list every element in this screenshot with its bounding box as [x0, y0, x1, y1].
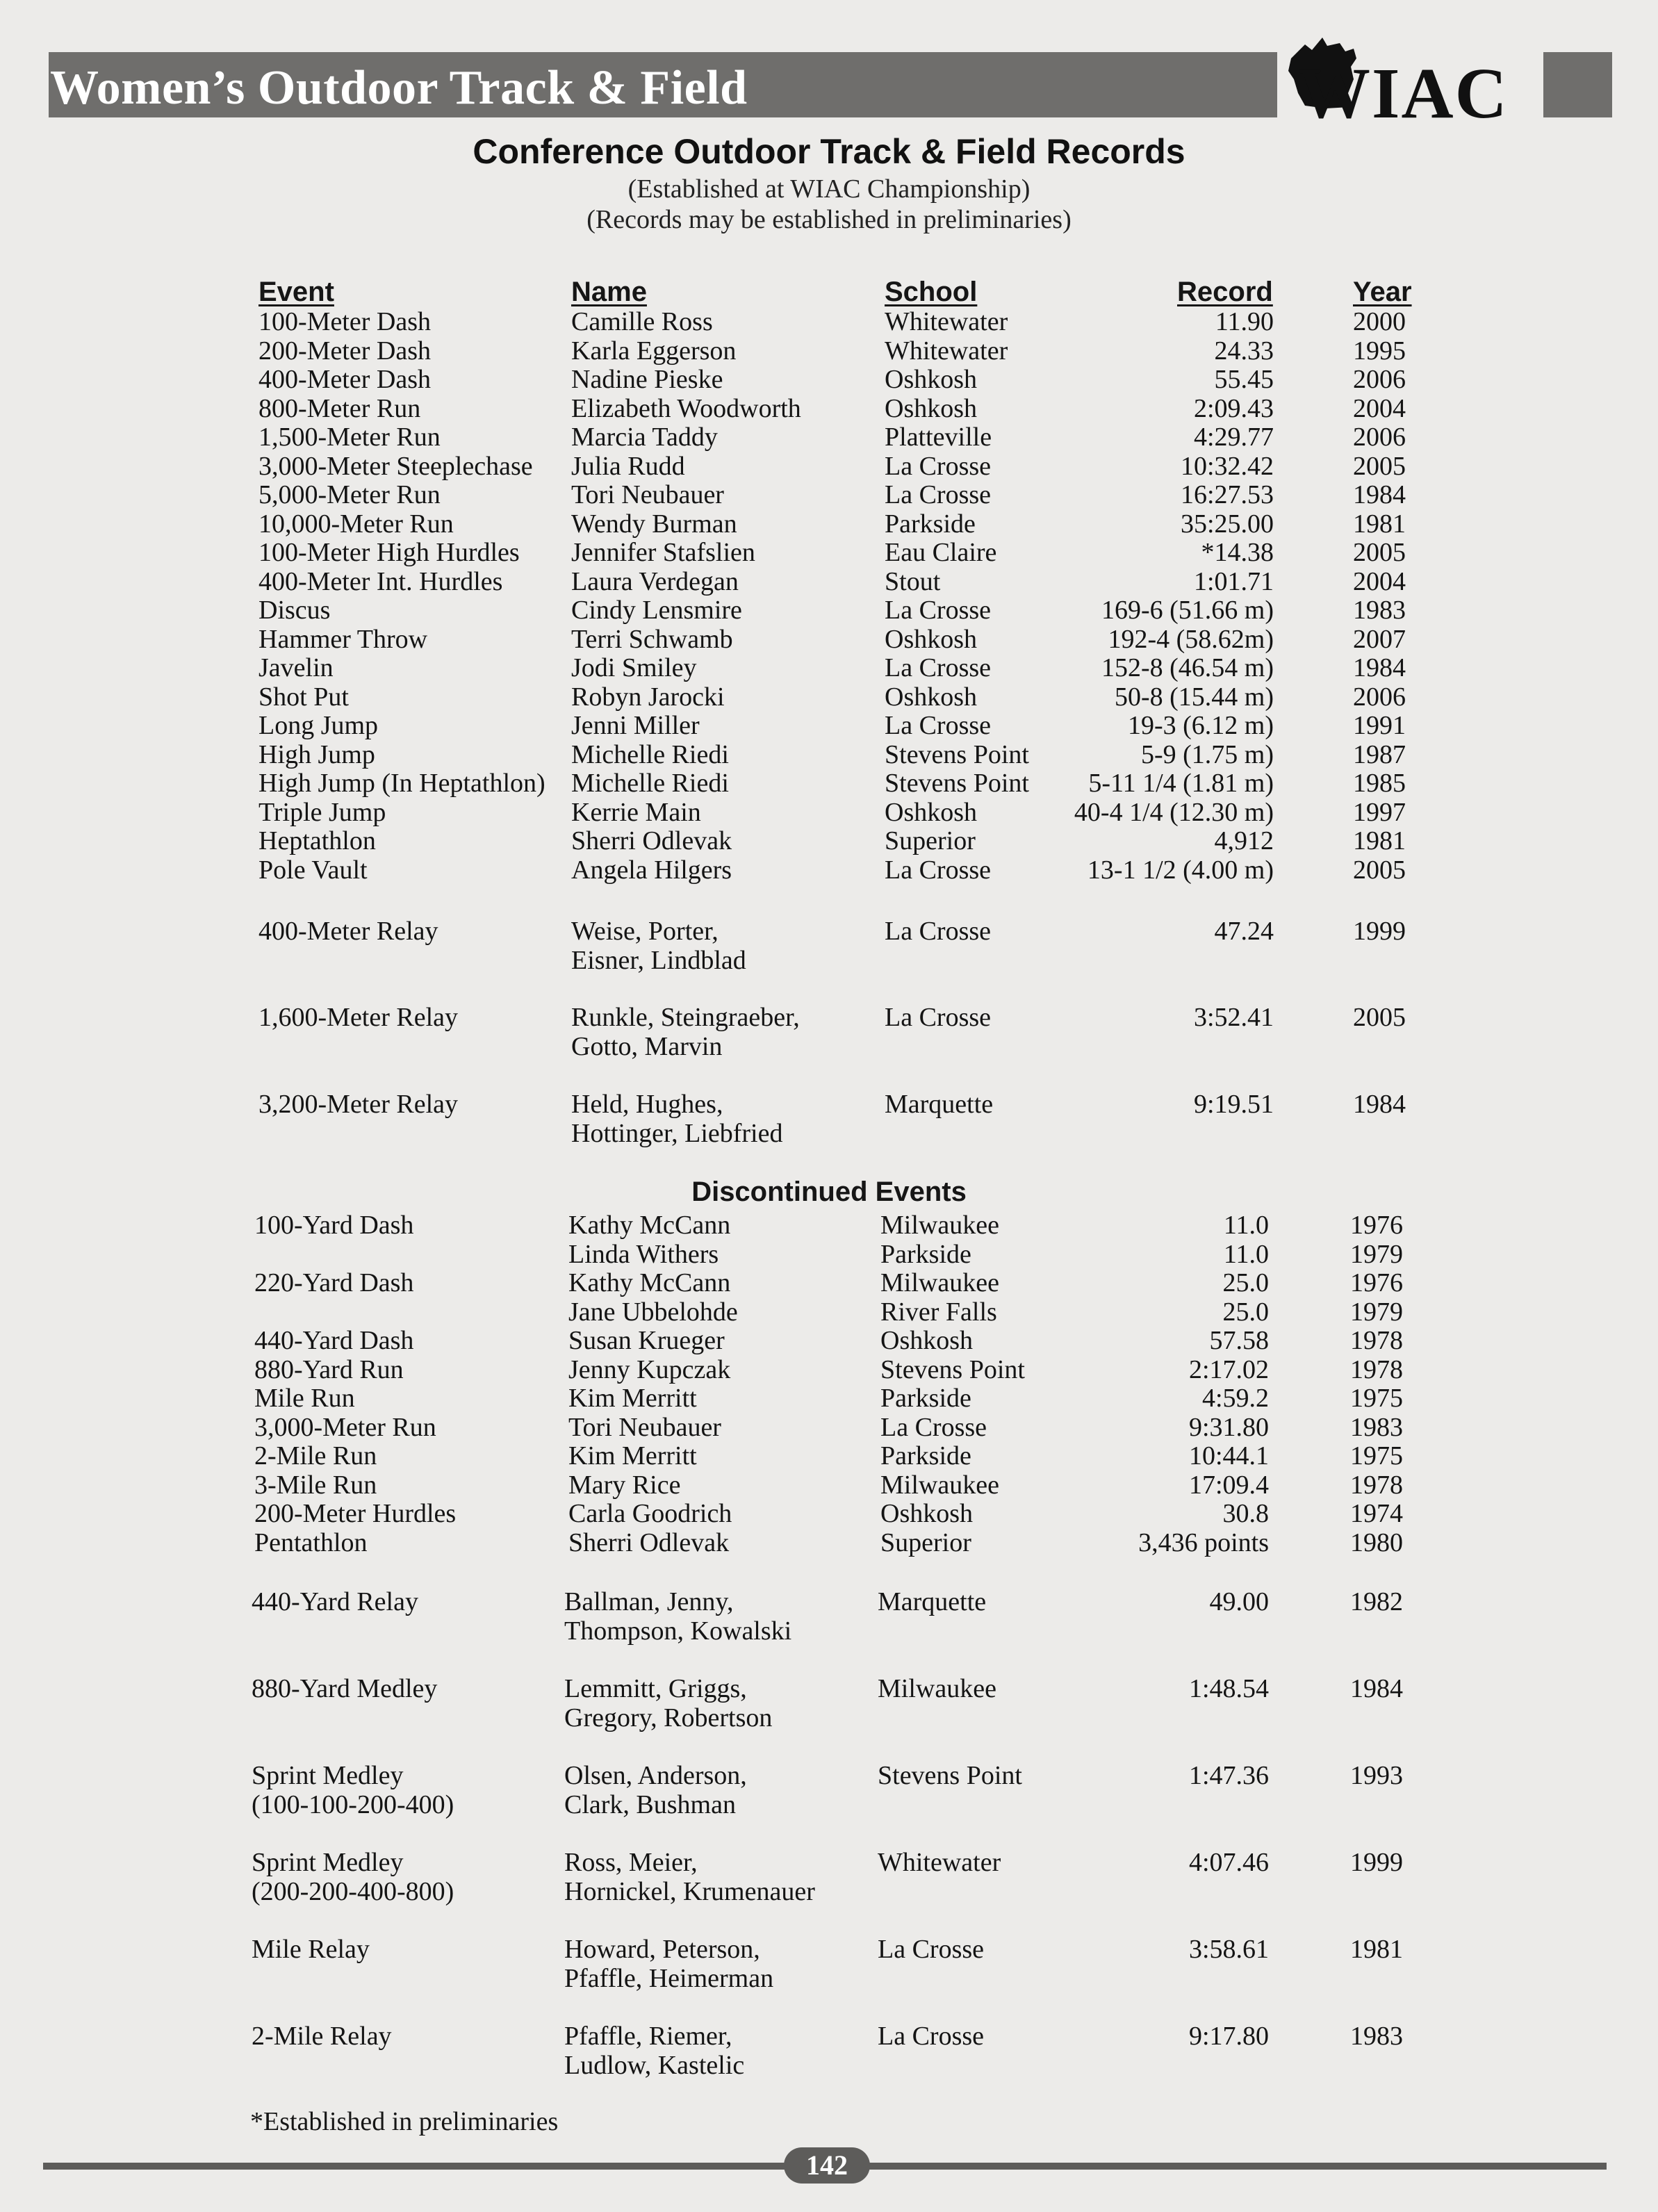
- relay-name-line1: Runkle, Steingraeber,: [571, 1003, 800, 1032]
- discontinued-mark: 25.0: [1222, 1297, 1269, 1327]
- record-event: 100-Meter Dash: [258, 307, 431, 336]
- discontinued-mark: 2:17.02: [1188, 1354, 1269, 1384]
- discontinued-name: Kathy McCann: [568, 1268, 731, 1297]
- record-name: Marcia Taddy: [571, 423, 718, 452]
- discontinued-event: Mile Run: [254, 1384, 355, 1413]
- record-event: 1,500-Meter Run: [258, 423, 441, 452]
- discontinued-year: 1983: [1350, 1412, 1403, 1442]
- record-mark: 16:27.53: [1180, 480, 1274, 509]
- record-school: La Crosse: [885, 653, 992, 682]
- discontinued-year: 1975: [1350, 1384, 1403, 1413]
- discontinued-event: 2-Mile Run: [254, 1441, 377, 1470]
- record-name: Karla Eggerson: [571, 336, 737, 366]
- discontinued-name: Jenny Kupczak: [568, 1354, 731, 1384]
- record-school: La Crosse: [885, 711, 992, 740]
- discontinued-relay-mark: 1:47.36: [1188, 1761, 1269, 1790]
- record-year: 2004: [1353, 566, 1406, 596]
- record-school: La Crosse: [885, 480, 992, 509]
- discontinued-school: River Falls: [880, 1297, 997, 1327]
- discontinued-school: Superior: [880, 1527, 971, 1557]
- record-school: Parkside: [885, 509, 976, 539]
- record-event: Discus: [258, 596, 331, 625]
- discontinued-event: 3,000-Meter Run: [254, 1412, 436, 1442]
- discontinued-name: Carla Goodrich: [568, 1499, 732, 1528]
- record-mark: 55.45: [1214, 365, 1274, 394]
- record-event: Shot Put: [258, 682, 349, 712]
- discontinued-relay-name-line1: Pfaffle, Riemer,: [564, 2022, 732, 2051]
- record-mark: 10:32.42: [1180, 451, 1274, 481]
- column-header-record: Record: [1177, 277, 1273, 307]
- discontinued-relay-name-line1: Lemmitt, Griggs,: [564, 1674, 747, 1703]
- discontinued-relay-name-line2: Pfaffle, Heimerman: [564, 1963, 774, 1993]
- record-school: La Crosse: [885, 451, 992, 481]
- record-name: Camille Ross: [571, 307, 713, 336]
- relay-school: La Crosse: [885, 917, 992, 946]
- page-title: Conference Outdoor Track & Field Records: [473, 132, 1185, 171]
- record-mark: 152-8 (46.54 m): [1101, 653, 1274, 682]
- discontinued-relay-mark: 3:58.61: [1188, 1935, 1269, 1964]
- wiac-logo: [1277, 31, 1543, 135]
- discontinued-name: Kim Merritt: [568, 1441, 697, 1470]
- relay-year: 1984: [1353, 1090, 1406, 1119]
- record-year: 1984: [1353, 653, 1406, 682]
- discontinued-mark: 10:44.1: [1188, 1441, 1269, 1470]
- discontinued-relay-year: 1984: [1350, 1674, 1403, 1703]
- discontinued-relay-name-line2: Thompson, Kowalski: [564, 1616, 792, 1646]
- discontinued-relay-mark: 9:17.80: [1188, 2022, 1269, 2051]
- discontinued-relay-year: 1983: [1350, 2022, 1403, 2051]
- record-event: 100-Meter High Hurdles: [258, 538, 520, 567]
- record-name: Laura Verdegan: [571, 566, 739, 596]
- record-name: Michelle Riedi: [571, 769, 729, 798]
- record-year: 2005: [1353, 538, 1406, 567]
- record-mark: 19-3 (6.12 m): [1127, 711, 1274, 740]
- record-mark: 11.90: [1215, 307, 1274, 336]
- record-name: Terri Schwamb: [571, 624, 733, 654]
- record-year: 2006: [1353, 682, 1406, 712]
- record-school: Oshkosh: [885, 797, 978, 827]
- discontinued-relay-event: Sprint Medley: [252, 1761, 404, 1790]
- record-event: Hammer Throw: [258, 624, 428, 654]
- discontinued-year: 1979: [1350, 1239, 1403, 1269]
- relay-school: Marquette: [885, 1090, 994, 1119]
- relay-name-line2: Eisner, Lindblad: [571, 945, 746, 975]
- discontinued-relay-school: La Crosse: [878, 1935, 985, 1964]
- discontinued-year: 1978: [1350, 1326, 1403, 1355]
- record-event: Pole Vault: [258, 855, 368, 885]
- discontinued-name: Susan Krueger: [568, 1326, 725, 1355]
- discontinued-relay-event: 880-Yard Medley: [252, 1674, 438, 1703]
- discontinued-event: 200-Meter Hurdles: [254, 1499, 457, 1528]
- discontinued-relay-school: Milwaukee: [878, 1674, 996, 1703]
- discontinued-relay-name-line2: Clark, Bushman: [564, 1789, 736, 1819]
- record-mark: 35:25.00: [1180, 509, 1274, 539]
- discontinued-school: Stevens Point: [880, 1354, 1025, 1384]
- column-header-school: School: [885, 277, 978, 307]
- discontinued-name: Mary Rice: [568, 1470, 681, 1500]
- footnote: *Established in preliminaries: [250, 2107, 559, 2136]
- relay-event: 400-Meter Relay: [258, 917, 438, 946]
- discontinued-relay-event: 440-Yard Relay: [252, 1587, 418, 1616]
- discontinued-relay-event-detail: (200-200-400-800): [252, 1876, 454, 1906]
- discontinued-school: La Crosse: [880, 1412, 987, 1442]
- record-event: High Jump: [258, 739, 375, 769]
- record-school: Platteville: [885, 423, 992, 452]
- discontinued-year: 1976: [1350, 1268, 1403, 1297]
- record-school: Oshkosh: [885, 682, 978, 712]
- record-name: Julia Rudd: [571, 451, 685, 481]
- discontinued-mark: 9:31.80: [1188, 1412, 1269, 1442]
- record-mark: 2:09.43: [1193, 393, 1274, 423]
- record-year: 1987: [1353, 739, 1406, 769]
- record-event: 5,000-Meter Run: [258, 480, 441, 509]
- discontinued-mark: 17:09.4: [1188, 1470, 1269, 1500]
- relay-event: 1,600-Meter Relay: [258, 1003, 459, 1032]
- discontinued-school: Oshkosh: [880, 1326, 974, 1355]
- discontinued-mark: 25.0: [1222, 1268, 1269, 1297]
- record-event: 400-Meter Int. Hurdles: [258, 566, 503, 596]
- discontinued-relay-name-line1: Howard, Peterson,: [564, 1935, 760, 1964]
- discontinued-year: 1979: [1350, 1297, 1403, 1327]
- record-school: Stevens Point: [885, 769, 1029, 798]
- discontinued-event: 220-Yard Dash: [254, 1268, 414, 1297]
- discontinued-relay-year: 1993: [1350, 1761, 1403, 1790]
- record-school: La Crosse: [885, 855, 992, 885]
- discontinued-school: Parkside: [880, 1441, 971, 1470]
- record-year: 2006: [1353, 365, 1406, 394]
- relay-mark: 47.24: [1214, 917, 1274, 946]
- record-school: Oshkosh: [885, 624, 978, 654]
- discontinued-relay-mark: 4:07.46: [1188, 1848, 1269, 1877]
- record-mark: 1:01.71: [1193, 566, 1274, 596]
- record-school: Superior: [885, 826, 976, 855]
- record-name: Kerrie Main: [571, 797, 701, 827]
- record-year: 1981: [1353, 826, 1406, 855]
- record-event: 400-Meter Dash: [258, 365, 431, 394]
- record-name: Tori Neubauer: [571, 480, 724, 509]
- record-mark: 4:29.77: [1193, 423, 1274, 452]
- record-school: La Crosse: [885, 596, 992, 625]
- discontinued-year: 1976: [1350, 1211, 1403, 1240]
- record-mark: 50-8 (15.44 m): [1114, 682, 1274, 712]
- record-mark: 40-4 1/4 (12.30 m): [1074, 797, 1274, 827]
- section-header-title: Women’s Outdoor Track & Field: [50, 61, 748, 115]
- discontinued-year: 1975: [1350, 1441, 1403, 1470]
- subtitle-established: (Established at WIAC Championship): [627, 174, 1031, 204]
- record-school: Whitewater: [885, 307, 1008, 336]
- relay-name-line1: Weise, Porter,: [571, 917, 719, 946]
- record-school: Whitewater: [885, 336, 1008, 366]
- record-year: 2005: [1353, 855, 1406, 885]
- record-name: Elizabeth Woodworth: [571, 393, 801, 423]
- discontinued-relay-year: 1999: [1350, 1848, 1403, 1877]
- discontinued-relay-year: 1982: [1350, 1587, 1403, 1616]
- relay-mark: 3:52.41: [1193, 1003, 1274, 1032]
- record-name: Sherri Odlevak: [571, 826, 732, 855]
- record-event: High Jump (In Heptathlon): [258, 769, 545, 798]
- discontinued-name: Sherri Odlevak: [568, 1527, 730, 1557]
- discontinued-event: Pentathlon: [254, 1527, 368, 1557]
- relay-year: 1999: [1353, 917, 1406, 946]
- discontinued-relay-event: 2-Mile Relay: [252, 2022, 392, 2051]
- record-mark: 5-9 (1.75 m): [1140, 739, 1274, 769]
- relay-name-line2: Hottinger, Liebfried: [571, 1118, 783, 1148]
- record-mark: *14.38: [1201, 538, 1274, 567]
- record-mark: 169-6 (51.66 m): [1101, 596, 1274, 625]
- discontinued-events-title: Discontinued Events: [691, 1177, 967, 1207]
- record-name: Jennifer Stafslien: [571, 538, 755, 567]
- discontinued-name: Tori Neubauer: [568, 1412, 721, 1442]
- relay-year: 2005: [1353, 1003, 1406, 1032]
- discontinued-year: 1978: [1350, 1354, 1403, 1384]
- record-year: 2007: [1353, 624, 1406, 654]
- record-name: Wendy Burman: [571, 509, 737, 539]
- record-year: 1985: [1353, 769, 1406, 798]
- record-event: Long Jump: [258, 711, 379, 740]
- record-name: Jodi Smiley: [571, 653, 697, 682]
- record-name: Robyn Jarocki: [571, 682, 725, 712]
- record-event: 800-Meter Run: [258, 393, 421, 423]
- discontinued-school: Milwaukee: [880, 1470, 999, 1500]
- discontinued-relay-name-line1: Olsen, Anderson,: [564, 1761, 747, 1790]
- relay-mark: 9:19.51: [1193, 1090, 1274, 1119]
- record-name: Cindy Lensmire: [571, 596, 742, 625]
- record-year: 2005: [1353, 451, 1406, 481]
- discontinued-name: Jane Ubbelohde: [568, 1297, 738, 1327]
- relay-name-line1: Held, Hughes,: [571, 1090, 723, 1119]
- discontinued-relay-mark: 1:48.54: [1188, 1674, 1269, 1703]
- record-year: 1981: [1353, 509, 1406, 539]
- discontinued-mark: 30.8: [1222, 1499, 1269, 1528]
- discontinued-name: Linda Withers: [568, 1239, 719, 1269]
- record-school: Stout: [885, 566, 941, 596]
- discontinued-mark: 11.0: [1223, 1239, 1269, 1269]
- discontinued-name: Kathy McCann: [568, 1211, 731, 1240]
- discontinued-relay-event: Mile Relay: [252, 1935, 370, 1964]
- discontinued-name: Kim Merritt: [568, 1384, 697, 1413]
- record-year: 1997: [1353, 797, 1406, 827]
- record-school: Stevens Point: [885, 739, 1029, 769]
- record-year: 2000: [1353, 307, 1406, 336]
- discontinued-relay-year: 1981: [1350, 1935, 1403, 1964]
- record-mark: 5-11 1/4 (1.81 m): [1088, 769, 1274, 798]
- discontinued-mark: 4:59.2: [1201, 1384, 1269, 1413]
- discontinued-year: 1980: [1350, 1527, 1403, 1557]
- discontinued-event: 880-Yard Run: [254, 1354, 404, 1384]
- wiac-logo-text: WIAC: [1298, 54, 1509, 133]
- record-name: Jenni Miller: [571, 711, 700, 740]
- discontinued-school: Parkside: [880, 1384, 971, 1413]
- relay-event: 3,200-Meter Relay: [258, 1090, 459, 1119]
- record-event: 3,000-Meter Steeplechase: [258, 451, 533, 481]
- discontinued-school: Milwaukee: [880, 1268, 999, 1297]
- record-event: 10,000-Meter Run: [258, 509, 454, 539]
- column-header-year: Year: [1353, 277, 1412, 307]
- discontinued-relay-name-line2: Ludlow, Kastelic: [564, 2050, 745, 2080]
- discontinued-mark: 11.0: [1223, 1211, 1269, 1240]
- record-name: Nadine Pieske: [571, 365, 723, 394]
- record-name: Angela Hilgers: [571, 855, 732, 885]
- discontinued-relay-name-line2: Hornickel, Krumenauer: [564, 1876, 815, 1906]
- discontinued-relay-event: Sprint Medley: [252, 1848, 404, 1877]
- record-mark: 192-4 (58.62m): [1108, 624, 1274, 654]
- record-school: Oshkosh: [885, 393, 978, 423]
- relay-name-line2: Gotto, Marvin: [571, 1031, 723, 1061]
- column-header-event: Event: [258, 277, 334, 307]
- record-school: Oshkosh: [885, 365, 978, 394]
- record-mark: 4,912: [1214, 826, 1274, 855]
- discontinued-relay-name-line1: Ross, Meier,: [564, 1848, 698, 1877]
- record-year: 1984: [1353, 480, 1406, 509]
- record-year: 2004: [1353, 393, 1406, 423]
- discontinued-event: 440-Yard Dash: [254, 1326, 414, 1355]
- discontinued-school: Parkside: [880, 1239, 971, 1269]
- record-year: 1995: [1353, 336, 1406, 366]
- discontinued-mark: 57.58: [1209, 1326, 1269, 1355]
- record-mark: 13-1 1/2 (4.00 m): [1087, 855, 1274, 885]
- record-event: Heptathlon: [258, 826, 376, 855]
- discontinued-year: 1974: [1350, 1499, 1403, 1528]
- page-number: 142: [784, 2147, 870, 2184]
- discontinued-mark: 3,436 points: [1138, 1527, 1269, 1557]
- discontinued-year: 1978: [1350, 1470, 1403, 1500]
- discontinued-event: 100-Yard Dash: [254, 1211, 414, 1240]
- record-year: 2006: [1353, 423, 1406, 452]
- record-mark: 24.33: [1214, 336, 1274, 366]
- record-year: 1983: [1353, 596, 1406, 625]
- discontinued-relay-name-line2: Gregory, Robertson: [564, 1703, 773, 1732]
- column-header-name: Name: [571, 277, 647, 307]
- discontinued-relay-school: La Crosse: [878, 2022, 985, 2051]
- discontinued-relay-school: Marquette: [878, 1587, 987, 1616]
- record-event: Triple Jump: [258, 797, 386, 827]
- relay-school: La Crosse: [885, 1003, 992, 1032]
- record-name: Michelle Riedi: [571, 739, 729, 769]
- record-event: Javelin: [258, 653, 334, 682]
- record-event: 200-Meter Dash: [258, 336, 431, 366]
- discontinued-relay-name-line1: Ballman, Jenny,: [564, 1587, 734, 1616]
- record-school: Eau Claire: [885, 538, 997, 567]
- discontinued-school: Oshkosh: [880, 1499, 974, 1528]
- discontinued-relay-event-detail: (100-100-200-400): [252, 1789, 454, 1819]
- discontinued-relay-mark: 49.00: [1209, 1587, 1269, 1616]
- subtitle-preliminaries: (Records may be established in preliminaries): [586, 205, 1072, 234]
- discontinued-relay-school: Whitewater: [878, 1848, 1001, 1877]
- discontinued-event: 3-Mile Run: [254, 1470, 377, 1500]
- discontinued-relay-school: Stevens Point: [878, 1761, 1022, 1790]
- record-year: 1991: [1353, 711, 1406, 740]
- discontinued-school: Milwaukee: [880, 1211, 999, 1240]
